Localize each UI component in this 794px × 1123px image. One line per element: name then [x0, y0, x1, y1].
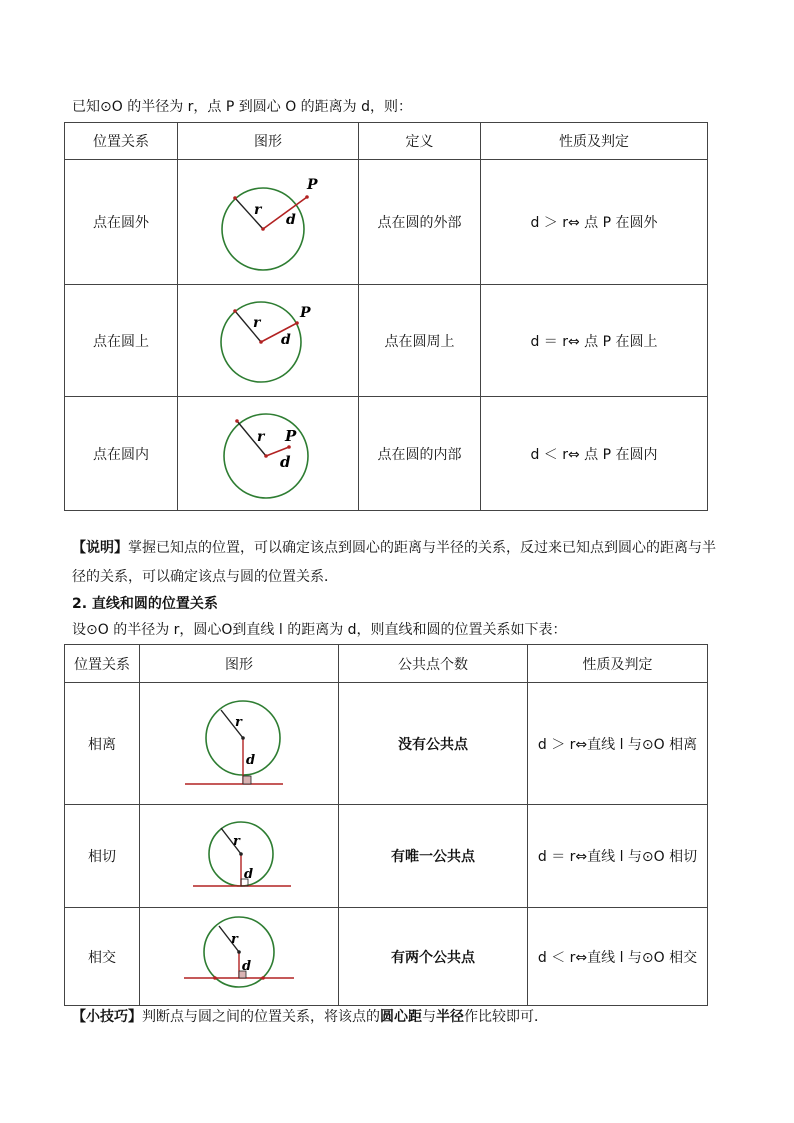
point-inside-diagram [208, 400, 328, 504]
label-r: r [257, 428, 265, 445]
label-d: d [286, 212, 296, 228]
intersection-point [261, 976, 265, 980]
tip-bold-b: 半径 [436, 1009, 464, 1025]
header-property: 性质及判定 [528, 645, 708, 683]
tip-text-c: 作比较即可． [464, 1009, 548, 1025]
row-property: d ＞ r⇔直线 l 与⊙O 相离 [528, 683, 708, 805]
header-relation: 位置关系 [65, 123, 178, 160]
point-outside-diagram [208, 165, 328, 275]
header-definition: 定义 [359, 123, 481, 160]
label-d: d [281, 331, 291, 348]
row-common-points: 有两个公共点 [339, 908, 528, 1006]
table-row [65, 683, 708, 805]
center-point [241, 736, 245, 740]
row-common-points: 有唯一公共点 [339, 805, 528, 908]
header-figure: 图形 [140, 645, 339, 683]
figure-intersect [140, 908, 339, 1006]
row-definition: 点在圆的内部 [359, 397, 481, 511]
table-row [65, 285, 708, 397]
row-definition: 点在圆的外部 [359, 160, 481, 285]
center-point [264, 454, 268, 458]
section-2-title: 2. 直线和圆的位置关系 [72, 596, 218, 612]
figure-point-on [178, 285, 359, 397]
right-angle-mark [243, 776, 251, 784]
row-property: d ＝ r⇔ 点 P 在圆上 [481, 285, 708, 397]
row-relation: 相切 [65, 805, 140, 908]
row-relation: 相离 [65, 683, 140, 805]
point-on-diagram [208, 287, 328, 391]
header-figure: 图形 [178, 123, 359, 160]
point-circle-table [64, 122, 708, 511]
note-line-2: 径的关系，可以确定该点与圆的位置关系． [72, 569, 338, 585]
label-r: r [231, 931, 238, 947]
line-separate-diagram [179, 692, 299, 792]
tip-text-a: 判断点与圆之间的位置关系，将该点的 [142, 1009, 380, 1025]
label-r: r [253, 314, 261, 331]
intro-text: 已知⊙O 的半径为 r，点 P 到圆心 O 的距离为 d，则： [72, 99, 413, 115]
point-p [287, 445, 291, 449]
row-relation: 点在圆内 [65, 397, 178, 511]
line-tangent-diagram [179, 808, 299, 900]
row-definition: 点在圆周上 [359, 285, 481, 397]
tip-bold-a: 圆心距 [380, 1009, 422, 1025]
row-relation: 相交 [65, 908, 140, 1006]
note-label: 【说明】 [72, 540, 128, 556]
center-point [261, 227, 265, 231]
label-p: P [300, 304, 311, 321]
note-line-1 [72, 537, 716, 557]
row-relation: 点在圆外 [65, 160, 178, 285]
table-row [65, 908, 708, 1006]
label-r: r [235, 714, 242, 730]
radius-endpoint [233, 196, 237, 200]
tip-line [72, 1006, 548, 1026]
point-p [295, 321, 299, 325]
tip-label: 【小技巧】 [72, 1009, 142, 1025]
figure-tangent [140, 805, 339, 908]
label-d: d [242, 958, 252, 974]
header-relation: 位置关系 [65, 645, 140, 683]
row-property: d ＝ r⇔直线 l 与⊙O 相切 [528, 805, 708, 908]
figure-separate [140, 683, 339, 805]
note-text-1: 掌握已知点的位置，可以确定该点到圆心的距离与半径的关系，反过来已知点到圆心的距离与半 [128, 540, 716, 556]
header-common-points: 公共点个数 [339, 645, 528, 683]
table-row [65, 160, 708, 285]
distance-segment [261, 323, 297, 342]
label-p: P [307, 177, 318, 193]
row-common-points: 没有公共点 [339, 683, 528, 805]
section-2-intro: 设⊙O 的半径为 r，圆心O到直线 l 的距离为 d，则直线和圆的位置关系如下表： [72, 622, 567, 638]
row-relation: 点在圆上 [65, 285, 178, 397]
center-point [259, 340, 263, 344]
row-property: d ＞ r⇔ 点 P 在圆外 [481, 160, 708, 285]
radius-endpoint [233, 309, 237, 313]
figure-point-outside [178, 160, 359, 285]
label-r: r [254, 202, 262, 218]
table-row [65, 805, 708, 908]
line-intersect-diagram [179, 910, 299, 1000]
table-row [65, 397, 708, 511]
row-property: d ＜ r⇔ 点 P 在圆内 [481, 397, 708, 511]
point-p [305, 195, 309, 199]
row-property: d ＜ r⇔直线 l 与⊙O 相交 [528, 908, 708, 1006]
intersection-point [213, 976, 217, 980]
label-r: r [233, 834, 240, 849]
label-d: d [244, 867, 254, 882]
center-point [237, 950, 241, 954]
header-property: 性质及判定 [481, 123, 708, 160]
radius-endpoint [235, 419, 239, 423]
tip-text-b: 与 [422, 1009, 436, 1025]
label-d: d [246, 752, 256, 768]
label-p: P [285, 426, 297, 445]
label-d: d [280, 452, 291, 471]
center-point [239, 852, 243, 856]
figure-point-inside [178, 397, 359, 511]
line-circle-table [64, 644, 708, 1006]
